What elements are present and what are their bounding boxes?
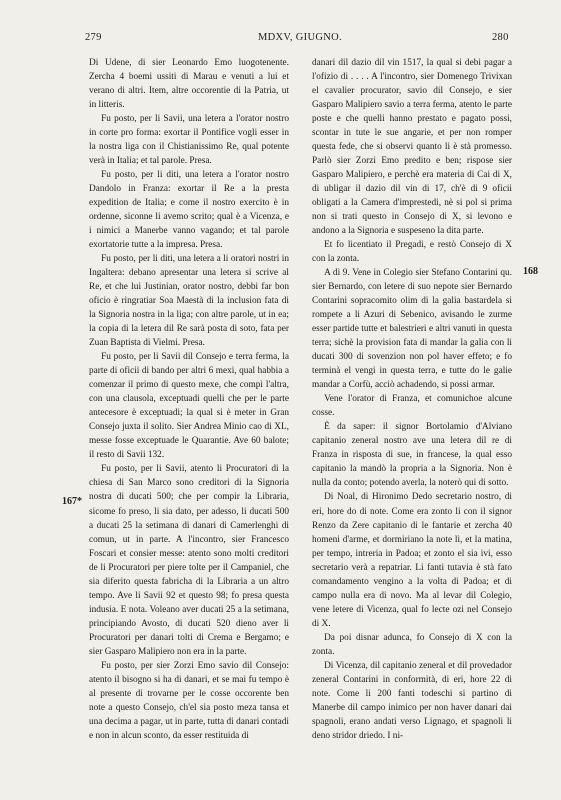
paragraph: danari dil dazio dil vin 1517, la qual si debi pagar a l'ofizio di . . . . A l'incontro, sier Domenego Trivixan el cavalier procurator, savio dil Consejo, e sier Gasparo Malipiero savio a terra ferma, atento le parte poste e che quelli hanno prestato e pagato possi, scontar in tute le sue angarie, et per non romper questa fede, che si observi quanto li è stà promesso. Parlò sier Zorzi Emo predito e ben; rispose sier Gasparo Malipiero, e perchè era materia di Cai di X, di ubligar il dazio dil vin di 17, ch'è di 9 oficii obligati a la Camera d'imprestedi, nè si pol si prima non si trati questo in Consejo di X, si levono e andono a la Signoria e suspeseno la dita parte. (312, 58, 512, 237)
left-page-number: 279 (85, 32, 102, 43)
margin-note-right: 168 (523, 266, 538, 277)
paragraph: Vene l'orator di Franza, et comunichoe alcune cosse. (312, 394, 512, 419)
paragraph: Da poi disnar adunca, fo Consejo di X con la zonta. (312, 632, 512, 657)
right-page-number: 280 (492, 32, 509, 43)
margin-note-left: 167* (62, 496, 82, 507)
paragraph: Di Noal, di Hironimo Dedo secretario nostro, di eri, hore do di note. Come era zonto li con il signor Renzo da Zere capitanio di le fantarie et zercha 40 homeni d'arme, et dormiriano la note lì, et la matina, per tempo, intreria in Padoa; et zonto el sia ivi, esso secretario verà a repatriar. Li fanti tutavia è stà fato comandamento vengino a la volta di Padoa; et di campo nulla era di novo. Ma al levar dil Colegio, vene letere di Vicenza, qual fo lecte ozi nel Consejo di X. (312, 492, 512, 629)
paragraph: Fu posto, per li Savii, atento li Procuratori di la chiesa di San Marco sono creditori di la Signoria nostra di ducati 500; che per compir la Libraria, sicome fo preso, li sia dato, per adesso, li ducati 500 a ducati 25 la setimana di danari di Camerlenghi di comun, ut in parte. A l'incontro, sier Francesco Foscari et consier messe: atento sono molti creditori de li Procuratori per piere tolte per il Campaniel, che sia diferito questa fabricha di la Libraria a un altro tempo. Ave li Savii 92 et questo 98; fo presa questa indusia. E nota. Voleano aver ducati 25 a la setimana, principiando Avosto, di ducati 520 dieno aver li Procuratori per danari tolti di Crema e Bergamo; e sier Gasparo Malipiero non era in la parte. (89, 464, 289, 657)
paragraph: Fu posto, per li diti, una letera a l'orator nostro Dandolo in Franza: exortar il Re a la presta expedition de Italia; e come il nostro exercito è in ordenne, siconne li avemo scrito; qual è a Vicenza, e i nimici a Manerbe vanno vagando; et tal parole exortatorie tutte a la impresa. Presa. (89, 170, 289, 251)
paragraph: Di Vicenza, dil capitanio zeneral et dil provedador zeneral Contarini in conformità, di eri, hore 22 di note. Come li 200 fanti todeschi si partino di Manerbe dil campo inimico per non haver danari dai spagnoli, erano andati verso Lignago, et spagnoli li deno stridor driedo. I ni- (312, 660, 512, 741)
paragraph: È da saper: il signor Bortolamio d'Alviano capitanio zeneral nostro ave una letera dil re di Franza in risposta di sue, in francese, la qual esso capitanio la mandò la propria a la Signoria. Non è nulla da conto; potendo averla, la noterò qui di sotto. (312, 422, 512, 489)
left-column (89, 56, 289, 743)
paragraph: A dì 9. Vene in Colegio sier Stefano Contarini qu. sier Bernardo, con letere di suo nepote sier Bernardo Contarini sopracomito olim di la galia bastardela si rompete a li Azuri di Sebenico, avisando le zurme esser partide tutte et balestrieri e altri vanuti in questa terra; sichè la provision fata di mandar la galia con li ducati 300 di sovenzion non pol haver effeto; e fo terminà el vengi in questa terra, e tutte do le galie mandar a Corfù, acciò achadendo, si possi armar. (312, 268, 512, 391)
paragraph: Fu posto, per li diti, una letera a li oratori nostri in Ingaltera: debano apresentar una letera si scrive al Re, et che lui Justinian, orator nostro, debbi far bon oficio è ringratiar Soa Maestà di la inclusion fata di la Signoria nostra in la liga; con altre parole, ut in ea; la copia di la letera dil Re sarà posta di soto, fata per Zuan Baptista di Vielmi. Presa. (89, 254, 289, 349)
right-column (312, 56, 512, 743)
paragraph: Fu posto, per sier Zorzi Emo savio dil Consejo: atento il bisogno si ha di danari, et se mai fu tempo è al presente di trovarne per le cosse occorente ben note a questo Consejo, ch'el sia posto meza tansa et una decima a pagar, ut in parte, tutta di danari contadi e non in alcun sconto, da esser restituida di (89, 660, 289, 741)
running-header: MDXV, GIUGNO. (258, 32, 342, 43)
paragraph: Di Udene, di sier Leonardo Emo luogotenente. Zercha 4 boemi ussiti di Marau e venuti a lui et verano di altri. Item, altre occorentie di la Patria, ut in litteris. (89, 58, 289, 111)
paragraph: Fu posto, per li Savii, una letera a l'orator nostro in corte pro forma: exortar il Pontifice vogli esser in la nostra liga con il Chistianissimo Re, qual potente verà in Italia; et tal parole. Presa. (89, 114, 289, 167)
paragraph: Fu posto, per li Savii dil Consejo e terra ferma, la parte di oficii di bando per altri 6 mexi, qual habbia a comenzar il primo di questo mexe, che compì l'altra, con una clausola, exceptuadi quelli che per le parte antecesore è exceptuadi; la qual si è meter in Gran Consejo juxta il solito. Sier Andrea Minio cao di XL, messe fosse exceptuade le Quarantie. Ave 60 balote; il resto di Savii 132. (89, 352, 289, 461)
paragraph: Et fo licentiato il Pregadi, e restò Consejo di X con la zonta. (312, 240, 512, 265)
